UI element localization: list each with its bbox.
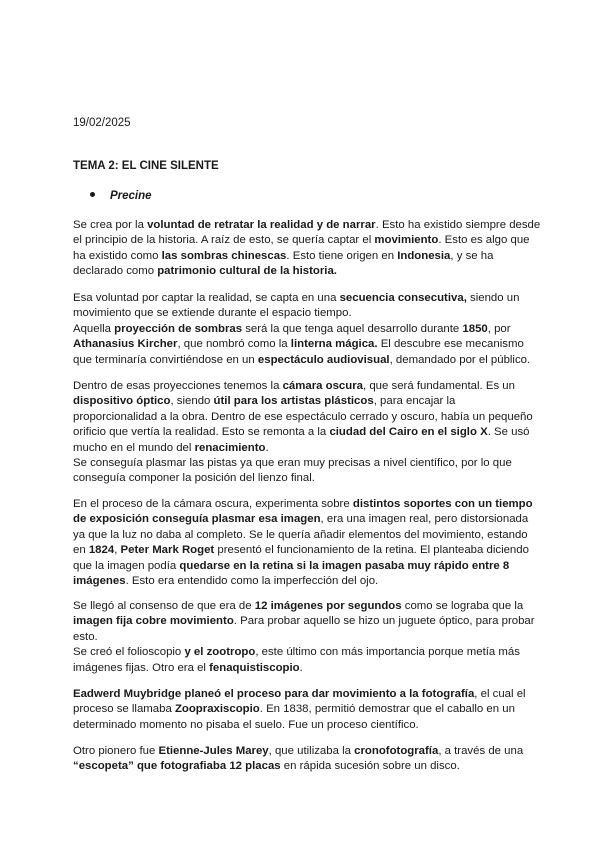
text-run: como se lograba que la — [401, 600, 524, 612]
text-line — [73, 528, 533, 543]
text-run: ya que la luz no daba al completo. Se le quería añadir elementos del movimiento, estando — [73, 528, 528, 541]
text-line — [73, 759, 533, 774]
paragraph-1 — [73, 218, 541, 280]
bold-text: imagen fija cobre movimiento — [73, 615, 234, 628]
text-run: , el cual el — [474, 688, 526, 700]
text-run: imágenes fijas. Otro era el — [73, 661, 210, 674]
text-run: mucho en el mundo del — [73, 441, 195, 454]
text-run: el principio de la historia. A raíz de esto, se quería captar el — [73, 234, 375, 247]
bold-text: y el zootropo — [184, 646, 256, 659]
paragraph-4 — [73, 497, 533, 589]
bold-text: útil para los artistas plásticos — [213, 395, 374, 408]
text-run: Esa voluntad por captar la realidad, se capta en una — [73, 292, 340, 304]
bold-text: “escopeta” que fotografiaba 12 placas — [73, 760, 281, 773]
text-run: declarado como — [73, 265, 158, 278]
bold-text: imágenes — [73, 575, 126, 588]
bold-text: voluntad de retratar la realidad y de narrar — [147, 219, 376, 231]
paragraph-3 — [73, 379, 533, 487]
text-run: en — [73, 544, 89, 557]
text-line — [73, 687, 533, 702]
text-line — [73, 630, 533, 645]
paragraph-6 — [73, 687, 533, 733]
text-line — [73, 425, 533, 440]
text-line — [73, 599, 533, 614]
text-run: en rápida sucesión sobre un disco. — [280, 760, 460, 773]
bold-text: cámara oscura — [282, 380, 363, 392]
text-run: será la que tenga aquel desarrollo durante — [242, 322, 463, 335]
text-line — [73, 379, 533, 394]
text-run: , este último con más importancia porque metía más — [255, 646, 520, 659]
bold-text: Indonesia — [397, 249, 451, 262]
text-run: movimiento que se extiende durante el espacio tiempo. — [73, 307, 352, 320]
text-line — [73, 337, 533, 352]
text-line — [73, 322, 533, 337]
text-line — [73, 306, 533, 321]
bold-text: secuencia consecutiva, — [339, 292, 467, 304]
bold-text: Athanasius Kircher — [73, 338, 178, 351]
bold-text: movimiento — [374, 234, 439, 247]
text-line — [73, 456, 533, 471]
text-run: proceso se llamaba — [73, 703, 175, 716]
text-run: Otro pionero fue — [73, 745, 159, 757]
text-run: . Esto era entendido como la imperfección del ojo. — [125, 575, 379, 588]
bold-text: patrimonio cultural de la historia. — [157, 265, 337, 278]
bold-text: espectáculo audiovisual — [257, 353, 390, 366]
text-run: Se llegó al consenso de que era de — [73, 600, 255, 612]
text-run: Dentro de esas proyecciones tenemos la — [73, 380, 283, 392]
text-run: , para encajar la — [373, 395, 456, 408]
text-run: presentó el funcionamiento de la retina. El planteaba diciendo — [214, 544, 529, 557]
text-run: Se creó el folioscopio — [73, 646, 185, 659]
text-run: . Se usó — [487, 426, 530, 439]
text-run: Aquella — [73, 322, 115, 335]
text-run: . En 1838, permitió demostrar que el caballo en un — [259, 703, 515, 716]
text-run: conseguía componer la posición del lienzo final. — [73, 472, 315, 485]
bold-text: Eadwerd Muybridge planeó el proceso para dar movimiento a la fotografía — [73, 688, 475, 700]
text-run: que terminaría convirtiéndose en un — [73, 353, 258, 366]
bold-text: renacimiento — [194, 441, 266, 454]
text-run: . Esto es algo que — [438, 234, 530, 247]
text-line — [73, 441, 533, 456]
text-line — [73, 218, 541, 233]
text-line — [73, 574, 533, 589]
text-line — [73, 291, 533, 306]
text-run: , era una imagen real, pero distorsionada — [320, 513, 529, 526]
text-run: determinado momento no pisaba el suelo. Fue un proceso científico. — [73, 718, 419, 731]
text-run: . Para probar aquello se hizo un juguete óptico, para probar — [233, 615, 535, 628]
text-run: ha existido como — [73, 249, 162, 262]
text-run: En el proceso de la cámara oscura, experimenta sobre — [73, 498, 353, 510]
paragraph-2 — [73, 291, 533, 368]
text-line — [73, 497, 533, 512]
text-line — [73, 559, 533, 574]
paragraph-7 — [73, 744, 533, 775]
text-run: . — [265, 441, 269, 454]
text-line — [73, 543, 533, 558]
paragraph-5 — [73, 599, 533, 676]
text-line — [73, 702, 533, 717]
text-run: . — [299, 661, 303, 674]
bold-text: cronofotografía — [354, 745, 439, 757]
text-run: , y se ha — [450, 249, 494, 262]
bold-text: 1824 — [88, 544, 115, 557]
text-line — [73, 410, 533, 425]
text-run: siendo un — [466, 292, 520, 304]
bold-text: Etienne-Jules Marey — [158, 745, 269, 757]
text-run: , siendo — [170, 395, 214, 408]
document-date: 19/02/2025 — [73, 117, 131, 129]
bold-text: dispositivo óptico — [73, 395, 171, 408]
bold-text: las sombras chinescas — [161, 249, 287, 262]
text-line — [73, 471, 533, 486]
text-line — [73, 744, 533, 759]
text-run: Se conseguía plasmar las pistas ya que eran muy precisas a nivel científico, por lo que — [73, 457, 512, 470]
text-line — [73, 645, 533, 660]
text-run: , que nombró como la — [177, 338, 291, 351]
text-run: El descubre ese mecanismo — [377, 338, 524, 351]
bullet-item-precine — [90, 190, 152, 202]
text-run: Se crea por la — [73, 219, 148, 231]
text-run: , demandado por el público. — [389, 353, 531, 366]
text-run: . Esto ha existido siempre desde — [375, 219, 541, 231]
text-line — [73, 661, 533, 676]
text-run: , por — [487, 322, 511, 335]
bold-text: Peter Mark Roget — [120, 544, 215, 557]
text-run: , a través de una — [438, 745, 524, 757]
text-line — [73, 233, 533, 248]
text-run: . Esto tiene origen en — [286, 249, 398, 262]
text-line — [73, 718, 533, 733]
bold-text: ciudad del Cairo en el siglo X — [329, 426, 488, 439]
bold-text: linterna mágica. — [290, 338, 378, 351]
text-run: proporcionalidad a la obra. Dentro de ese espectáculo cerrado y oscuro, había un pequeño — [73, 410, 533, 423]
text-line — [73, 394, 533, 409]
bold-text: 1850 — [462, 322, 488, 335]
bold-text: proyección de sombras — [114, 322, 243, 335]
text-run: , — [114, 544, 121, 557]
text-line — [73, 264, 533, 279]
bold-text: Zoopraxiscopio — [174, 703, 260, 716]
text-line — [73, 614, 533, 629]
document-title: TEMA 2: EL CINE SILENTE — [73, 160, 219, 172]
text-run: orificio que vertía la realidad. Esto se remonta a la — [73, 426, 330, 439]
bullet-label: Precine — [110, 190, 152, 202]
bullet-icon — [90, 192, 95, 197]
text-line — [73, 249, 533, 264]
text-run: , que será fundamental. Es un — [363, 380, 515, 392]
text-line — [73, 353, 533, 368]
bold-text: quedarse en la retina si la imagen pasaba muy rápido entre 8 — [179, 559, 510, 572]
bold-text: fenaquistiscopio — [209, 661, 300, 674]
text-run: esto. — [73, 630, 98, 643]
text-line — [73, 512, 533, 527]
bold-text: distintos soportes con un tiempo — [352, 498, 533, 510]
text-run: , que utilizaba la — [268, 745, 355, 757]
bold-text: de exposición conseguía plasmar esa imagen — [73, 513, 321, 526]
bold-text: 12 imágenes por segundos — [254, 600, 402, 612]
text-run: que la imagen podía — [73, 559, 180, 572]
